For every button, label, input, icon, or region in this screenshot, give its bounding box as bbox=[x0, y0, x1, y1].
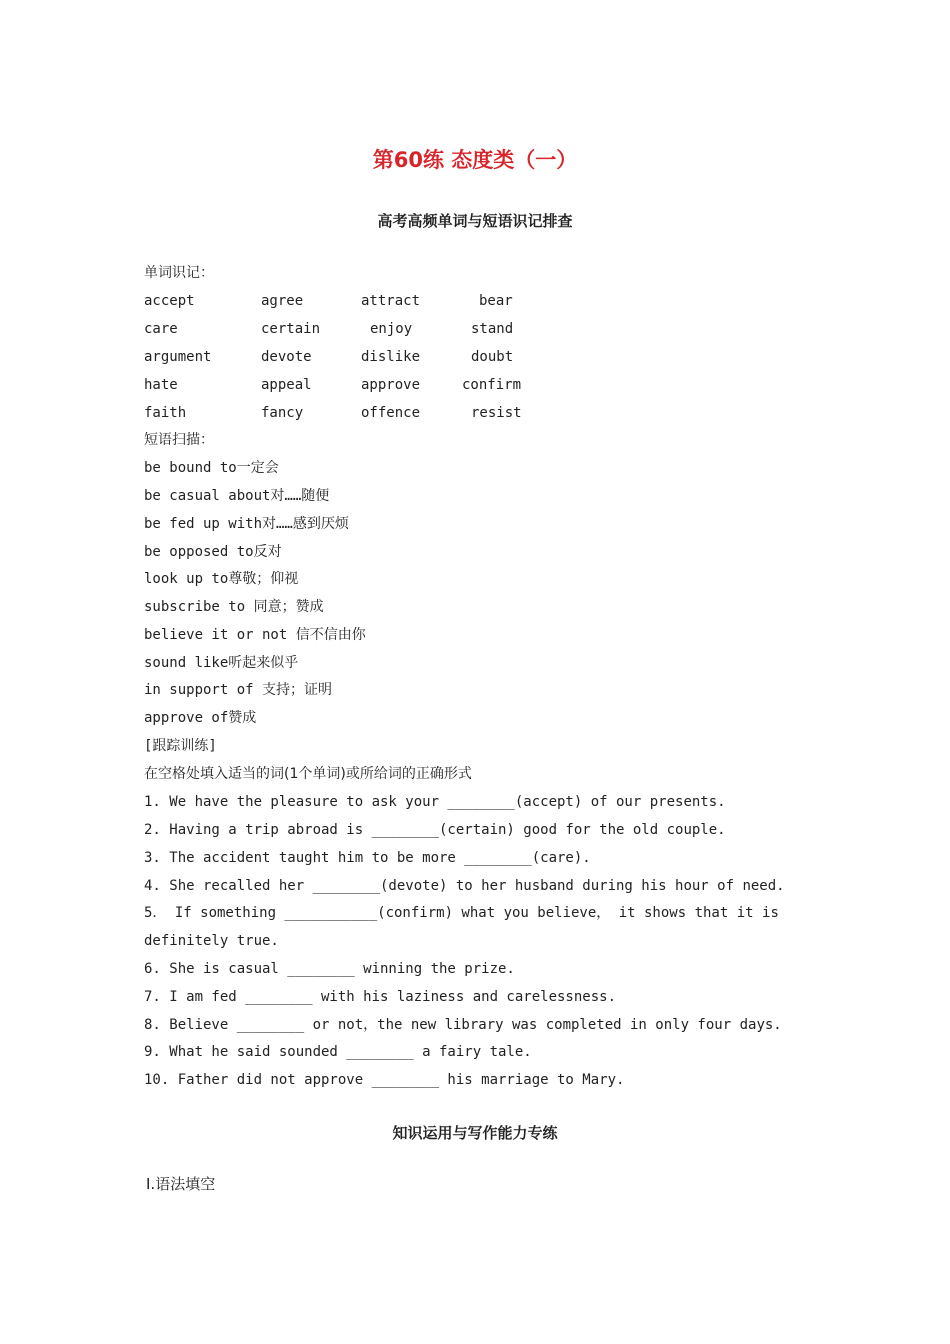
word-cell: hate bbox=[144, 377, 178, 393]
exercise-item: 6. She is casual ________ winning the prize. bbox=[144, 961, 515, 977]
word-cell: devote bbox=[261, 349, 312, 365]
word-cell: offence bbox=[361, 405, 421, 421]
exercise-item: 1. We have the pleasure to ask your ________(accept) of our presents. bbox=[144, 794, 726, 810]
exercise-item-continued: definitely true. bbox=[144, 933, 279, 949]
word-cell: faith bbox=[144, 405, 187, 421]
phrase-item: subscribe to 同意；赞成 bbox=[144, 599, 324, 615]
word-cell: enjoy bbox=[370, 321, 413, 337]
words-label: 单词识记： bbox=[144, 265, 214, 281]
word-cell: fancy bbox=[261, 405, 304, 421]
exercise-item: 5． If something ___________(confirm) what you believe， it shows that it is bbox=[144, 905, 779, 921]
part-label-grammar-fill: Ⅰ.语法填空 bbox=[146, 1175, 216, 1193]
word-cell: resist bbox=[471, 405, 522, 421]
phrase-item: look up to尊敬；仰视 bbox=[144, 571, 299, 587]
exercise-item: 3. The accident taught him to be more ________(care). bbox=[144, 850, 591, 866]
phrase-item: in support of 支持；证明 bbox=[144, 682, 333, 698]
section-title-writing: 知识运用与写作能力专练 bbox=[392, 1124, 558, 1142]
word-cell: accept bbox=[144, 293, 195, 309]
word-cell: dislike bbox=[361, 349, 421, 365]
exercise-item: 8. Believe ________ or not，the new library was completed in only four days. bbox=[144, 1017, 782, 1033]
exercise-item: 10. Father did not approve ________ his marriage to Mary. bbox=[144, 1072, 625, 1088]
phrase-item: be opposed to反对 bbox=[144, 544, 282, 560]
phrase-item: believe it or not 信不信由你 bbox=[144, 627, 366, 643]
phrase-item: approve of赞成 bbox=[144, 710, 257, 726]
exercise-item: 2. Having a trip abroad is ________(certain) good for the old couple. bbox=[144, 822, 726, 838]
phrase-item: sound like听起来似乎 bbox=[144, 655, 299, 671]
word-cell: appeal bbox=[261, 377, 312, 393]
word-cell: argument bbox=[144, 349, 212, 365]
phrases-label: 短语扫描： bbox=[144, 432, 214, 448]
word-cell: approve bbox=[361, 377, 421, 393]
word-cell: agree bbox=[261, 293, 304, 309]
page-title: 第60练 态度类（一） bbox=[372, 148, 578, 172]
phrase-item: be bound to一定会 bbox=[144, 460, 279, 476]
exercise-item: 7. I am fed ________ with his laziness and carelessness. bbox=[144, 989, 617, 1005]
word-cell: care bbox=[144, 321, 178, 337]
exercise-item: 4. She recalled her ________(devote) to her husband during his hour of need. bbox=[144, 878, 785, 894]
word-cell: bear bbox=[479, 293, 513, 309]
word-cell: attract bbox=[361, 293, 421, 309]
word-cell: stand bbox=[471, 321, 514, 337]
word-cell: confirm bbox=[462, 377, 522, 393]
section-title-vocabulary: 高考高频单词与短语识记排查 bbox=[377, 212, 573, 230]
phrase-item: be fed up with对……感到厌烦 bbox=[144, 516, 349, 532]
practice-label: [跟踪训练] bbox=[144, 738, 217, 754]
word-cell: doubt bbox=[471, 349, 514, 365]
practice-instruction: 在空格处填入适当的词(1个单词)或所给词的正确形式 bbox=[144, 766, 472, 782]
exercise-item: 9. What he said sounded ________ a fairy tale. bbox=[144, 1044, 532, 1060]
word-cell: certain bbox=[261, 321, 321, 337]
phrase-item: be casual about对……随便 bbox=[144, 488, 330, 504]
